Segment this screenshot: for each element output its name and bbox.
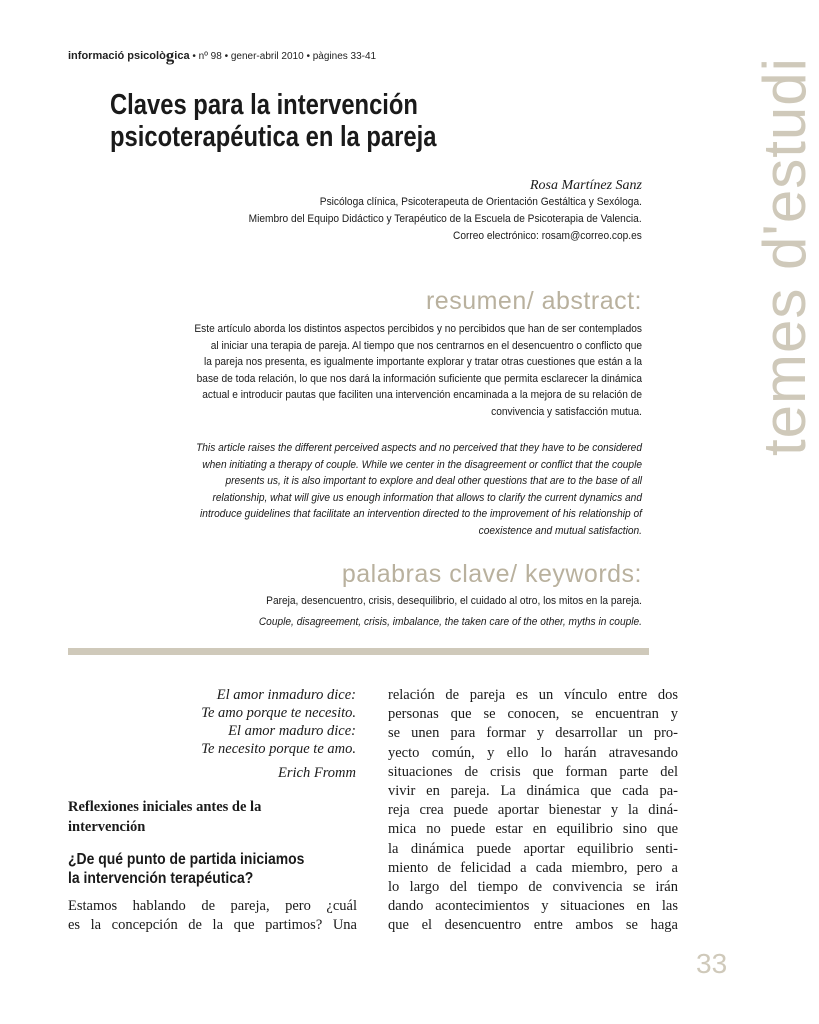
journal-name-suffix: ica — [174, 50, 190, 62]
abstract-es-line: convivencia y satisfacción mutua. — [491, 405, 642, 418]
body-line: mica no puede estar en equilibrio sino que — [388, 821, 678, 838]
abstract-en-line: relationship, what will give us enough information that allows to clarify the current dynamics and — [212, 491, 642, 504]
keywords-heading: palabras clave/ keywords: — [341, 560, 642, 588]
section-heading-line-2: intervención — [68, 819, 146, 835]
abstract-es-line: actual e introducir pautas que faciliten una intervención encaminada a la mejora de su relación de — [202, 389, 642, 401]
abstract-heading: resumen/ abstract: — [425, 287, 642, 315]
epigraph-line: Te amo porque te necesito. — [201, 705, 356, 721]
author-email: Correo electrónico: rosam@correo.cop.es — [453, 230, 642, 242]
section-heading — [68, 797, 368, 837]
epigraph-line: El amor maduro dice: — [228, 723, 356, 739]
article-title — [110, 89, 553, 153]
abstract-spanish — [82, 321, 642, 420]
author-affiliation-2: Miembro del Equipo Didáctico y Terapéutico de la Escuela de Psicoterapia de Valencia. — [249, 213, 642, 225]
abstract-es-line: la pareja nos presenta, es igualmente importante explorar y tratar otras cuestiones que están a la — [203, 356, 642, 368]
abstract-english — [82, 440, 642, 539]
journal-masthead — [68, 44, 376, 64]
body-line: miento de felicidad a cada miembro, pero a — [388, 859, 678, 876]
title-line-2: psicoterapéutica en la pareja — [110, 121, 437, 153]
abstract-en-line: This article raises the different perceived aspects and no perceived that they have to be considered — [196, 442, 642, 454]
body-line: yecto común, y ello lo harán atravesando — [388, 744, 678, 761]
section-heading-line-1: Reflexiones iniciales antes de la — [68, 799, 262, 815]
keywords-es-text: Pareja, desencuentro, crisis, desequilibrio, el cuidado al otro, los mitos en la pareja. — [266, 595, 642, 607]
body-line: vivir en pareja. La dinámica que cada pa- — [388, 783, 678, 800]
body-line: dando acontecimientos y situaciones en las — [388, 898, 678, 915]
section-label-vertical — [686, 20, 818, 460]
epigraph-line: Te necesito porque te amo. — [201, 741, 356, 757]
body-line: Estamos hablando de pareja, pero ¿cuál — [68, 898, 357, 914]
abstract-es-line: base de toda relación, lo que nos dará la información suficiente que permita esclarecer la dinámica — [196, 372, 642, 385]
body-line: situaciones de crisis que forman parte del — [388, 763, 678, 780]
journal-name-g: g — [165, 46, 175, 65]
section-label-text: temes d'estudi — [751, 57, 818, 456]
bullet-icon: • — [192, 51, 196, 62]
abstract-es-line: Este artículo aborda los distintos aspectos percibidos y no percibidos que han de ser contemplados — [194, 323, 642, 335]
body-line: lo largo del tiempo de convivencia se irán — [388, 879, 678, 896]
title-line-1: Claves para la intervención — [110, 89, 418, 121]
abstract-en-line: introduce guidelines that facilitate an intervention directed to the improvement of his relationship of — [200, 508, 642, 520]
body-line: la dinámica puede aportar equilibrio senti- — [388, 840, 678, 857]
keywords-english — [82, 614, 642, 631]
body-line: relación de pareja es un vínculo entre dos — [388, 687, 678, 703]
body-line: que el desencuentro entre ambos se haga — [388, 917, 678, 934]
abstract-en-line: presents us, it is also important to explore and deal other questions that are to the base of all — [225, 475, 642, 487]
body-text-right-column — [388, 686, 678, 936]
abstract-es-line: al iniciar una terapia de pareja. Al tiempo que nos centrarnos en el desencuentro o conflicto que — [210, 339, 642, 352]
body-text-left-column — [68, 897, 357, 935]
keywords-spanish — [82, 593, 642, 610]
body-line: es la concepción de la que partimos? Una — [68, 917, 357, 934]
author-affiliation-1: Psicóloga clínica, Psicoterapeuta de Orientación Gestáltica y Sexóloga. — [319, 196, 642, 208]
abstract-en-line: coexistence and mutual satisfaction. — [478, 524, 642, 537]
section-divider — [68, 648, 649, 655]
subheading-line-1: ¿De qué punto de partida iniciamos — [68, 851, 305, 868]
body-line: se unen para formar y desarrollar un pro- — [388, 725, 678, 742]
issue-line: nº 98 • gener-abril 2010 • pàgines 33-41 — [198, 51, 377, 62]
epigraph-line: El amor inmaduro dice: — [216, 687, 356, 703]
author-name: Rosa Martínez Sanz — [530, 178, 642, 193]
subheading — [68, 850, 368, 888]
body-line: reja crea puede aportar bienestar y la diná- — [388, 802, 678, 819]
epigraph-author: Erich Fromm — [278, 765, 356, 781]
page-number: 33 — [696, 948, 728, 979]
subheading-line-2: la intervención terapéutica? — [68, 870, 254, 887]
body-line: personas que se conocen, se encuentran y — [388, 706, 678, 723]
keywords-en-text: Couple, disagreement, crisis, imbalance, the taken care of the other, myths in couple. — [258, 616, 642, 628]
journal-name-prefix: informació psicolò — [68, 50, 166, 62]
epigraph — [201, 686, 356, 758]
abstract-en-line: when initiating a therapy of couple. While we center in the disagreement or conflict that the couple — [202, 458, 642, 471]
